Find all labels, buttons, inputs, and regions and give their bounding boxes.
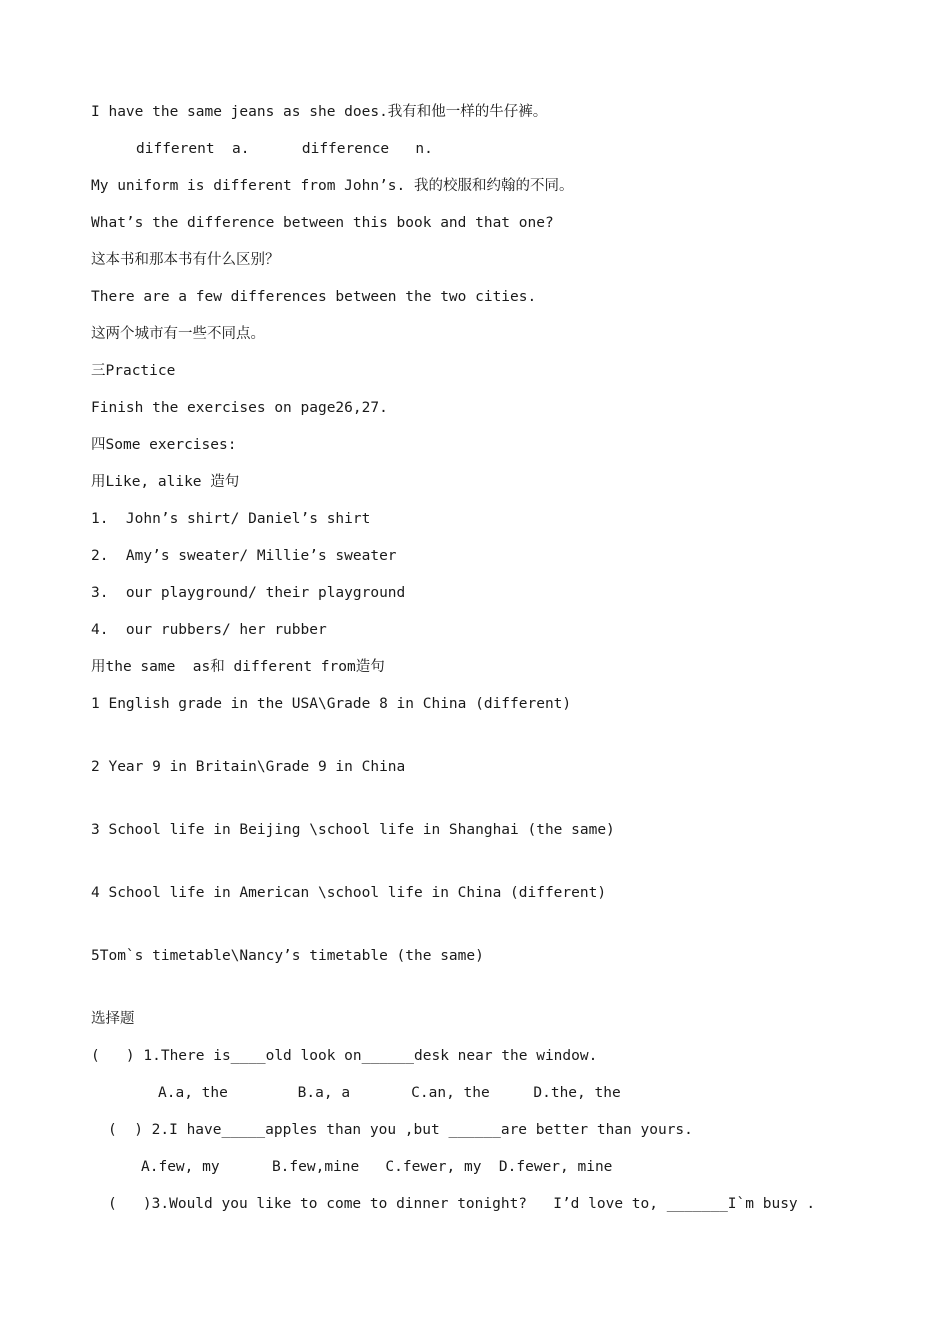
translation-difference-question: 这本书和那本书有什么区别？ <box>91 252 280 268</box>
example-uniform-different: My uniform is different from John’s. 我的校服和约翰的不同。 <box>91 178 574 194</box>
exercise-instruction-like-alike: 用Like, alike 造句 <box>91 474 240 490</box>
exercise-item: 3 School life in Beijing \school life in Shanghai (the same) <box>91 822 615 838</box>
word-forms-different-difference: different a. difference n. <box>136 141 433 157</box>
practice-instruction: Finish the exercises on page26,27. <box>91 400 388 416</box>
question-3: ( )3.Would you like to come to dinner tonight? I’d love to, _______I`m busy . <box>108 1196 816 1212</box>
question-2-options: A.few, my B.few,mine C.fewer, my D.fewer, mine <box>141 1159 613 1175</box>
example-difference-question: What’s the difference between this book and that one? <box>91 215 554 231</box>
question-1-options: A.a, the B.a, a C.an, the D.the, the <box>158 1085 621 1101</box>
example-same-jeans: I have the same jeans as she does.我有和他一样的牛仔裤。 <box>91 104 548 120</box>
translation-few-differences: 这两个城市有一些不同点。 <box>91 326 265 342</box>
question-2: ( ) 2.I have_____apples than you ,but ______are better than yours. <box>108 1122 693 1138</box>
exercise-item: 2 Year 9 in Britain\Grade 9 in China <box>91 759 406 775</box>
exercise-item: 1 English grade in the USA\Grade 8 in China (different) <box>91 696 572 712</box>
exercise-item: 4. our rubbers/ her rubber <box>91 622 327 638</box>
exercise-item: 2. Amy’s sweater/ Millie’s sweater <box>91 548 397 564</box>
exercise-item: 1. John’s shirt/ Daniel’s shirt <box>91 511 371 527</box>
exercise-item: 4 School life in American \school life in China (different) <box>91 885 607 901</box>
question-1: ( ) 1.There is____old look on______desk near the window. <box>91 1048 598 1064</box>
exercise-instruction-same-different: 用the same as和 different from造句 <box>91 659 385 675</box>
exercise-item: 3. our playground/ their playground <box>91 585 406 601</box>
example-few-differences: There are a few differences between the two cities. <box>91 289 537 305</box>
exercise-item: 5Tom`s timetable\Nancy’s timetable (the same) <box>91 948 484 964</box>
section-heading-exercises: 四Some exercises: <box>91 437 237 453</box>
section-heading-multiple-choice: 选择题 <box>91 1011 135 1027</box>
section-heading-practice: 三Practice <box>91 363 176 379</box>
